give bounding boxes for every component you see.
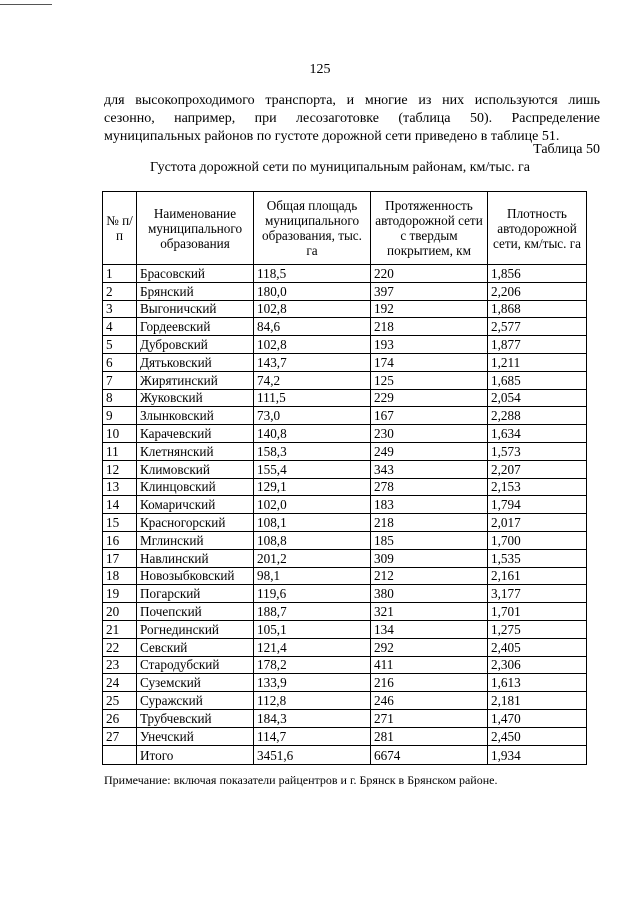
table-row: [103, 407, 587, 425]
page-number: 125: [309, 62, 331, 77]
cell-area: 201,2: [254, 549, 371, 567]
cell-num: 7: [103, 371, 137, 389]
cell-density: 1,211: [488, 353, 587, 371]
cell-num: 15: [103, 514, 137, 532]
cell-num: 8: [103, 389, 137, 407]
cell-density: 1,535: [488, 549, 587, 567]
cell-area: 74,2: [254, 371, 371, 389]
cell-area: 180,0: [254, 282, 371, 300]
table-row: [103, 514, 587, 532]
cell-area: 129,1: [254, 478, 371, 496]
table-row: [103, 389, 587, 407]
header-length: Протяженность автодорожной сети с твердым покрытием, км: [371, 192, 488, 265]
cell-name: Комаричский: [137, 496, 254, 514]
table-label: Таблица 50: [533, 142, 600, 157]
cell-num: 21: [103, 620, 137, 638]
total-cell-density: 1,934: [488, 745, 587, 764]
cell-density: 1,634: [488, 425, 587, 443]
table-row: [103, 674, 587, 692]
cell-density: 2,288: [488, 407, 587, 425]
table-row: [103, 531, 587, 549]
table-row: [103, 282, 587, 300]
cell-num: 24: [103, 674, 137, 692]
cell-area: 143,7: [254, 353, 371, 371]
header-density: Плотность автодорожной сети, км/тыс. га: [488, 192, 587, 265]
cell-length: 230: [371, 425, 488, 443]
cell-length: 281: [371, 727, 488, 745]
cell-num: 5: [103, 336, 137, 354]
cell-name: Брасовский: [137, 265, 254, 283]
cell-density: 1,275: [488, 620, 587, 638]
cell-length: 229: [371, 389, 488, 407]
cell-area: 108,8: [254, 531, 371, 549]
cell-length: 249: [371, 442, 488, 460]
table-row: [103, 692, 587, 710]
cell-name: Навлинский: [137, 549, 254, 567]
cell-name: Новозыбковский: [137, 567, 254, 585]
table-row: [103, 585, 587, 603]
total-cell-length: 6674: [371, 745, 488, 764]
table-header-row: [103, 192, 587, 265]
cell-name: Погарский: [137, 585, 254, 603]
cell-name: Суземский: [137, 674, 254, 692]
table-row: [103, 460, 587, 478]
table-row: [103, 496, 587, 514]
table-row: [103, 549, 587, 567]
cell-length: 185: [371, 531, 488, 549]
cell-density: 2,161: [488, 567, 587, 585]
cell-length: 321: [371, 603, 488, 621]
table-row: [103, 620, 587, 638]
table-row: [103, 425, 587, 443]
cell-area: 102,8: [254, 300, 371, 318]
cell-area: 184,3: [254, 709, 371, 727]
intro-paragraph: [104, 92, 600, 146]
cell-density: 1,794: [488, 496, 587, 514]
cell-area: 112,8: [254, 692, 371, 710]
cell-num: 19: [103, 585, 137, 603]
cell-name: Красногорский: [137, 514, 254, 532]
cell-length: 193: [371, 336, 488, 354]
cell-length: 174: [371, 353, 488, 371]
cell-name: Клинцовский: [137, 478, 254, 496]
cell-density: 2,450: [488, 727, 587, 745]
table-row: [103, 656, 587, 674]
cell-area: 158,3: [254, 442, 371, 460]
cell-length: 218: [371, 514, 488, 532]
cell-length: 134: [371, 620, 488, 638]
cell-name: Трубчевский: [137, 709, 254, 727]
cell-length: 220: [371, 265, 488, 283]
cell-length: 192: [371, 300, 488, 318]
cell-name: Злынковский: [137, 407, 254, 425]
cell-num: 25: [103, 692, 137, 710]
table-row: [103, 371, 587, 389]
cell-num: 17: [103, 549, 137, 567]
road-density-table: [102, 191, 587, 765]
cell-num: 22: [103, 638, 137, 656]
total-cell-area: 3451,6: [254, 745, 371, 764]
table-note: Примечание: включая показатели райцентров и г. Брянск в Брянском районе.: [104, 773, 498, 787]
cell-area: 114,7: [254, 727, 371, 745]
cell-name: Гордеевский: [137, 318, 254, 336]
table-row: [103, 603, 587, 621]
cell-area: 98,1: [254, 567, 371, 585]
cell-density: 1,856: [488, 265, 587, 283]
cell-length: 212: [371, 567, 488, 585]
table-row: [103, 442, 587, 460]
cell-name: Жуковский: [137, 389, 254, 407]
cell-area: 140,8: [254, 425, 371, 443]
table-caption: Густота дорожной сети по муниципальным районам, км/тыс. га: [150, 160, 530, 175]
cell-length: 397: [371, 282, 488, 300]
cell-num: 6: [103, 353, 137, 371]
cell-name: Рогнединский: [137, 620, 254, 638]
cell-length: 380: [371, 585, 488, 603]
cell-num: 26: [103, 709, 137, 727]
table-row: [103, 265, 587, 283]
total-cell-num: [103, 745, 137, 764]
cell-num: 1: [103, 265, 137, 283]
cell-density: 2,017: [488, 514, 587, 532]
cell-density: 1,700: [488, 531, 587, 549]
cell-num: 14: [103, 496, 137, 514]
table-body: [103, 265, 587, 765]
cell-area: 133,9: [254, 674, 371, 692]
cell-length: 343: [371, 460, 488, 478]
cell-name: Стародубский: [137, 656, 254, 674]
cell-density: 1,868: [488, 300, 587, 318]
cell-area: 188,7: [254, 603, 371, 621]
cell-name: Клетнянский: [137, 442, 254, 460]
cell-length: 278: [371, 478, 488, 496]
cell-density: 1,685: [488, 371, 587, 389]
cell-density: 2,306: [488, 656, 587, 674]
cell-num: 3: [103, 300, 137, 318]
cell-name: Выгоничский: [137, 300, 254, 318]
cell-length: 411: [371, 656, 488, 674]
cell-density: 1,701: [488, 603, 587, 621]
cell-name: Севский: [137, 638, 254, 656]
cell-num: 16: [103, 531, 137, 549]
cell-length: 216: [371, 674, 488, 692]
cell-length: 167: [371, 407, 488, 425]
cell-density: 2,405: [488, 638, 587, 656]
table-row: [103, 353, 587, 371]
cell-area: 118,5: [254, 265, 371, 283]
cell-area: 84,6: [254, 318, 371, 336]
cell-area: 108,1: [254, 514, 371, 532]
cell-name: Карачевский: [137, 425, 254, 443]
cell-name: Дятьковский: [137, 353, 254, 371]
cell-density: 1,470: [488, 709, 587, 727]
cell-num: 12: [103, 460, 137, 478]
cell-area: 73,0: [254, 407, 371, 425]
table-row: [103, 727, 587, 745]
cell-area: 111,5: [254, 389, 371, 407]
scan-corner-mark: [0, 0, 52, 5]
cell-num: 10: [103, 425, 137, 443]
table-row: [103, 318, 587, 336]
cell-density: 1,573: [488, 442, 587, 460]
cell-density: 2,054: [488, 389, 587, 407]
cell-density: 2,206: [488, 282, 587, 300]
table-row: [103, 567, 587, 585]
cell-density: 1,877: [488, 336, 587, 354]
cell-area: 119,6: [254, 585, 371, 603]
cell-num: 2: [103, 282, 137, 300]
cell-name: Унечский: [137, 727, 254, 745]
cell-area: 178,2: [254, 656, 371, 674]
cell-num: 4: [103, 318, 137, 336]
cell-density: 2,577: [488, 318, 587, 336]
cell-area: 121,4: [254, 638, 371, 656]
cell-density: 2,181: [488, 692, 587, 710]
cell-length: 125: [371, 371, 488, 389]
cell-num: 18: [103, 567, 137, 585]
cell-num: 13: [103, 478, 137, 496]
table-row: [103, 336, 587, 354]
cell-area: 105,1: [254, 620, 371, 638]
cell-density: 2,207: [488, 460, 587, 478]
cell-length: 183: [371, 496, 488, 514]
table-row: [103, 478, 587, 496]
cell-area: 102,8: [254, 336, 371, 354]
cell-length: 218: [371, 318, 488, 336]
cell-num: 11: [103, 442, 137, 460]
cell-name: Дубровский: [137, 336, 254, 354]
cell-length: 271: [371, 709, 488, 727]
cell-name: Почепский: [137, 603, 254, 621]
cell-name: Жирятинский: [137, 371, 254, 389]
cell-density: 2,153: [488, 478, 587, 496]
cell-name: Климовский: [137, 460, 254, 478]
cell-area: 155,4: [254, 460, 371, 478]
cell-density: 1,613: [488, 674, 587, 692]
table-row: [103, 709, 587, 727]
cell-length: 309: [371, 549, 488, 567]
table-row: [103, 638, 587, 656]
total-cell-name: Итого: [137, 745, 254, 764]
cell-length: 292: [371, 638, 488, 656]
table-total-row: [103, 745, 587, 764]
cell-area: 102,0: [254, 496, 371, 514]
intro-line: сезонно, например, при лесозаготовке (таблица 50). Распределение: [104, 111, 600, 126]
cell-name: Суражский: [137, 692, 254, 710]
header-area: Общая площадь муниципального образования, тыс. га: [254, 192, 371, 265]
cell-num: 9: [103, 407, 137, 425]
cell-length: 246: [371, 692, 488, 710]
intro-line: муниципальных районов по густоте дорожной сети приведено в таблице 51.: [104, 129, 560, 144]
cell-density: 3,177: [488, 585, 587, 603]
cell-num: 27: [103, 727, 137, 745]
cell-name: Брянский: [137, 282, 254, 300]
intro-line: для высокопроходимого транспорта, и многие из них используются лишь: [104, 93, 600, 108]
cell-num: 20: [103, 603, 137, 621]
cell-name: Мглинский: [137, 531, 254, 549]
header-name: Наименование муниципального образования: [137, 192, 254, 265]
table-row: [103, 300, 587, 318]
header-num: № п/п: [103, 192, 137, 265]
cell-num: 23: [103, 656, 137, 674]
